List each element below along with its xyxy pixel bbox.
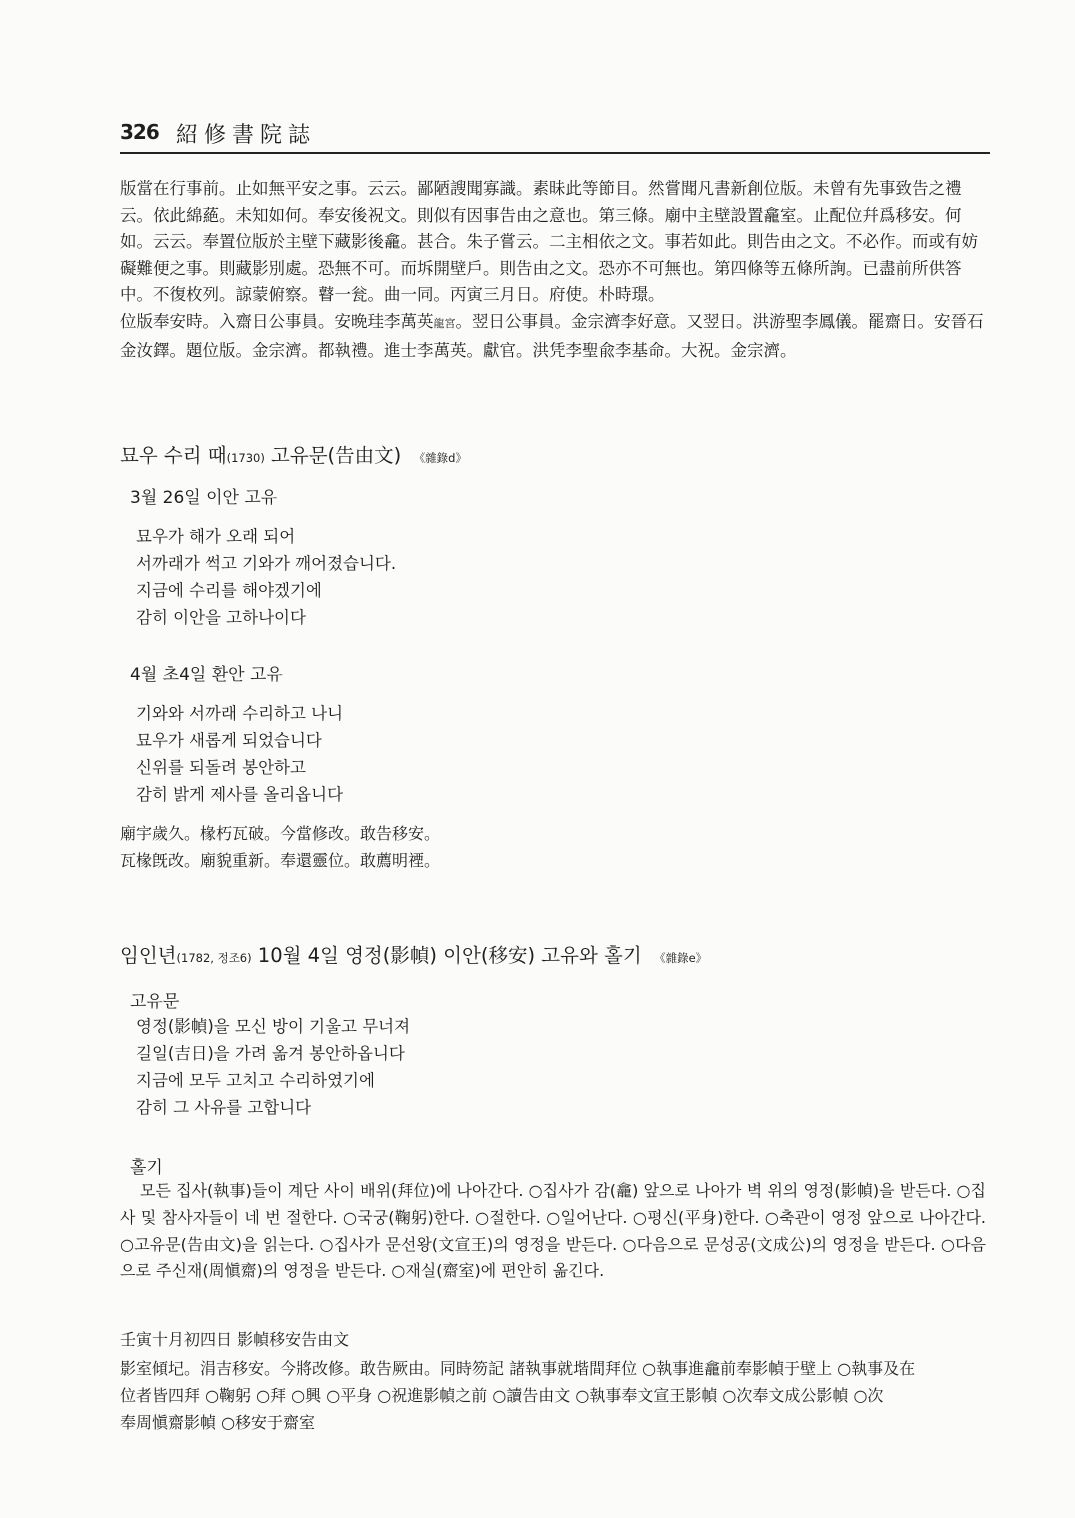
intro-paragraph: 位版奉安時。入齋日公事員。安晩珪李萬英龍宮。翌日公事員。金宗濟李好意。又翌日。洪游聖李鳳儀。罷齋日。安晉石金汝鐸。題位版。金宗濟。都執禮。進士李萬英。獻官。洪凭李聖兪李基命。大祝。金宗濟。 (120, 311, 984, 360)
hanja-title: 壬寅十月初四日 影幀移安告由文 (120, 1330, 350, 1349)
subsection-title: 고유문 (130, 992, 180, 1012)
ritual-text: 모든 집사(執事)들이 계단 사이 배위(拜位)에 나아간다. ○집사가 감(龕) 앞으로 나아가 벽 위의 영정(影幀)을 받든다. ○집사 및 참사자들이 네 번 절한다. ○국궁(鞠躬)한다. ○절한다. ○일어난다. ○평신(平身)한다. ○축관이 영정 앞으로 나아간다. ○고유문(告由文)을 읽는다. ○집사가 문선왕(文宣王)의 영정을 받든다. ○다음으로 문성공(文成公)의 영정을 받든다. ○다음으로 주신재(周愼齋)의 영정을 받든다. ○재실(齋室)에 편안히 옮긴다. (120, 1181, 986, 1281)
subsection-title: 홀기 (130, 1158, 163, 1178)
intro-text (120, 176, 986, 364)
section-title: 묘우 수리 때(1730) 고유문(告由文) 《雜錄d》 (120, 444, 467, 467)
hanja-original: 廟宇歲久。椽朽瓦破。今當修改。敢告移安。 瓦椽旣改。廟貌重新。奉還靈位。敢薦明禋。 (120, 824, 441, 870)
source-reference: 《雜錄d》 (413, 451, 467, 465)
page-number: 326 (120, 120, 159, 144)
prayer-text: 영정(影幀)을 모신 방이 기울고 무너져 길일(吉日)을 가려 옮겨 봉안하옵니다 지금에 모두 고치고 수리하였기에 감히 그 사유를 고합니다 (136, 1017, 411, 1117)
prayer-text: 묘우가 해가 오래 되어 서까래가 썩고 기와가 깨어졌습니다. 지금에 수리를 해야겠기에 감히 이안을 고하나이다 (136, 527, 397, 627)
prayer-text: 기와와 서까래 수리하고 나니 묘우가 새롭게 되었습니다 신위를 되돌려 봉안하고 감히 밝게 제사를 올리옵니다 (136, 704, 344, 804)
intro-paragraph: 版當在行事前。止如無平安之事。云云。鄙陋謏聞寡識。素昧此等節目。然嘗聞凡書新創位版。未曾有先事致告之禮云。依此綿蕝。未知如何。奉安後祝文。則似有因事告由之意也。第三條。廟中主壁設置龕室。止配位幷爲移安。何如。云云。奉置位版於主壁下藏影後龕。甚合。朱子嘗云。二主相依之文。事若如此。則告由之文。不必作。而或有妨礙難便之事。則藏影別處。恐無不可。而坼開壁戶。則告由之文。恐亦不可無也。第四條等五條所詢。已盡前所供答中。不復枚列。諒蒙俯察。瞽一瓮。曲一同。丙寅三月日。府使。朴時璟。 (120, 179, 978, 305)
hanja-original: 壬寅十月初四日 影幀移安告由文 影室傾圮。涓吉移安。今將改修。敢告厥由。同時笏記 諸執事就堦間拜位 ○執事進龕前奉影幀于壁上 ○執事及在 位者皆四拜 ○鞠躬 ○拜 ○興 ○平身 ○祝進影幀之前 ○讀告由文 ○執事奉文宣王影幀 ○次奉文成公影幀 ○次 奉周愼齋影幀 ○移安于齋室 (120, 1326, 986, 1436)
source-reference: 《雜錄e》 (654, 951, 708, 965)
subsection-title: 3월 26일 이안 고유 (130, 488, 278, 508)
section-title: 임인년(1782, 정조6) 10월 4일 영정(影幀) 이안(移安) 고유와 홀기 《雜錄e》 (120, 944, 708, 967)
book-title: 紹修書院誌 (176, 123, 317, 148)
page-header (120, 120, 990, 154)
subsection-title: 4월 초4일 환안 고유 (130, 665, 283, 685)
